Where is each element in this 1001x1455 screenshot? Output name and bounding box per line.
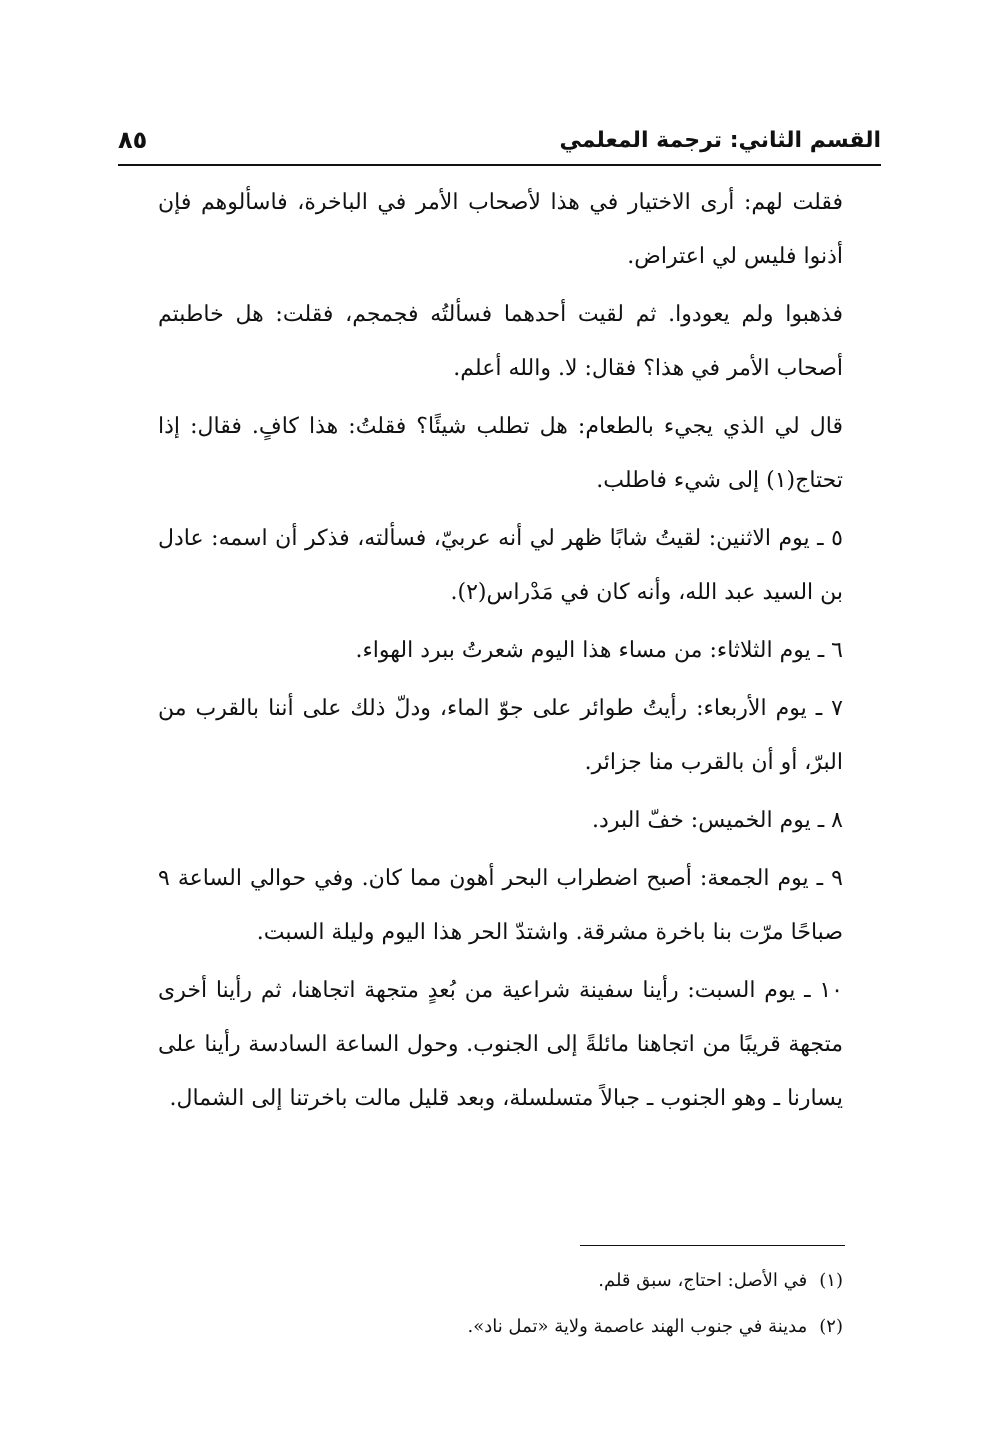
page-number: ٨٥: [118, 126, 148, 154]
footnote-text: في الأصل: احتاج، سبق قلم.: [598, 1270, 808, 1291]
paragraph: ٧ ـ يوم الأربعاء: رأيتُ طوائر على جوّ الماء، ودلّ ذلك على أننا بالقرب من البرّ، أو أن بالقرب منا جزائر.: [158, 696, 843, 775]
footnote: [158, 1304, 843, 1350]
paragraph: ١٠ ـ يوم السبت: رأينا سفينة شراعية من بُعدٍ متجهة اتجاهنا، ثم رأينا أخرى متجهة قريبًا من اتجاهنا مائلةً إلى الجنوب. وحول الساعة السادسة رأينا على يسارنا ـ وهو الجنوب ـ جبالاً متسلسلة، وبعد قليل مالت باخرتنا إلى الشمال.: [158, 978, 843, 1111]
running-header: [118, 118, 881, 162]
paragraph: قال لي الذي يجيء بالطعام: هل تطلب شيئًا؟ فقلتُ: هذا كافٍ. فقال: إذا تحتاج(١) إلى شيء فاطلب.: [158, 414, 843, 493]
header-divider: [118, 164, 881, 166]
footnotes: [158, 1258, 843, 1350]
paragraph: ٦ ـ يوم الثلاثاء: من مساء هذا اليوم شعرتُ ببرد الهواء.: [355, 638, 843, 663]
paragraph: فذهبوا ولم يعودوا. ثم لقيت أحدهما فسألتُه فجمجم، فقلت: هل خاطبتم أصحاب الأمر في هذا؟ فقال: لا. والله أعلم.: [158, 302, 843, 381]
paragraph: ٩ ـ يوم الجمعة: أصبح اضطراب البحر أهون مما كان. وفي حوالي الساعة ٩ صباحًا مرّت بنا باخرة مشرقة. واشتدّ الحر هذا اليوم وليلة السبت.: [158, 866, 843, 945]
footnote-text: مدينة في جنوب الهند عاصمة ولاية «تمل ناد».: [467, 1316, 808, 1337]
paragraph: فقلت لهم: أرى الاختيار في هذا لأصحاب الأمر في الباخرة، فاسألوهم فإن أذنوا فليس لي اعتراض.: [158, 190, 843, 269]
main-text: [158, 176, 843, 1130]
footnote-divider: [580, 1245, 845, 1246]
paragraph: ٥ ـ يوم الاثنين: لقيتُ شابًا ظهر لي أنه عربيّ، فسألته، فذكر أن اسمه: عادل بن السيد عبد الله، وأنه كان في مَدْراس(٢).: [158, 526, 843, 605]
footnote: [158, 1258, 843, 1304]
footnote-marker: (٢): [819, 1316, 843, 1337]
footnote-marker: (١): [819, 1270, 843, 1291]
section-title: القسم الثاني: ترجمة المعلمي: [559, 127, 881, 153]
paragraph: ٨ ـ يوم الخميس: خفّ البرد.: [592, 808, 843, 833]
